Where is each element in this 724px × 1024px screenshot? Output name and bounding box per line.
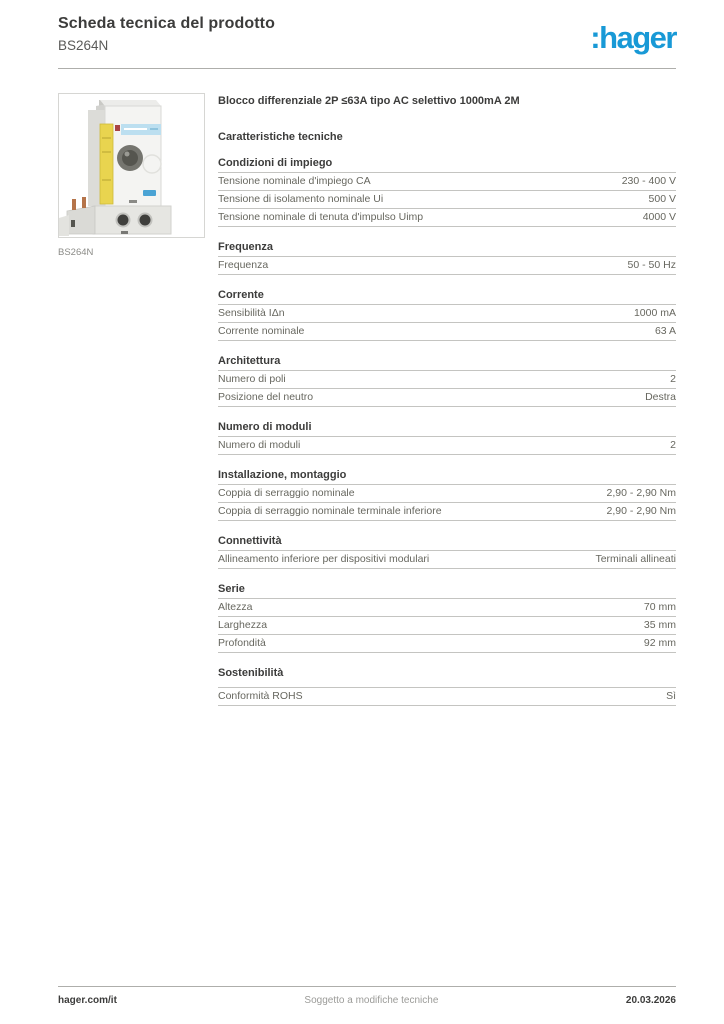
spec-row [218,551,676,569]
section-frequenza [218,241,676,275]
section-title: Sostenibilità [218,667,676,688]
spec-label: Corrente nominale [218,325,305,337]
spec-label: Altezza [218,601,253,613]
section-title: Connettività [218,535,676,551]
spec-label: Sensibilità IΔn [218,307,285,319]
spec-value: 2 [670,439,676,451]
product-title: Blocco differenziale 2P ≤63A tipo AC selettivo 1000mA 2M [218,95,520,107]
section-title: Installazione, montaggio [218,469,676,485]
section-numero-di-moduli [218,421,676,455]
spec-value: 92 mm [643,637,676,649]
rcd-device-illustration [59,94,204,237]
page-header [58,15,676,53]
spec-row [218,599,676,617]
footer-website: hager.com/it [58,995,117,1006]
page-footer [58,986,676,1006]
footer-notice: Soggetto a modifiche tecniche [304,995,439,1006]
section-title: Numero di moduli [218,421,676,437]
product-code: BS264N [58,38,109,53]
product-image-column [58,93,205,706]
spec-value: 2,90 - 2,90 Nm [606,505,676,517]
spec-value: Sì [666,690,676,702]
spec-row [218,191,676,209]
spec-value: 4000 V [642,211,676,223]
header-title-block [58,15,275,53]
spec-value: 70 mm [643,601,676,613]
spec-label: Tensione nominale d'impiego CA [218,175,371,187]
spec-row [218,323,676,341]
section-title: Condizioni di impiego [218,157,676,173]
document-title: Scheda tecnica del prodotto [58,15,275,32]
spec-label: Tensione nominale di tenuta d'impulso Uimp [218,211,424,223]
spec-label: Posizione del neutro [218,391,314,403]
spec-label: Coppia di serraggio nominale [218,487,355,499]
hager-logo: :hager [590,20,676,55]
section-serie [218,583,676,653]
product-image-frame [58,93,205,238]
section-corrente [218,289,676,341]
spec-value: 500 V [648,193,676,205]
section-title: Architettura [218,355,676,371]
header-divider [58,68,676,69]
section-sostenibilita [218,667,676,706]
spec-row [218,437,676,455]
section-title: Frequenza [218,241,676,257]
main-content [58,93,676,706]
characteristics-heading: Caratteristiche tecniche [218,131,343,143]
spec-value: 2 [670,373,676,385]
spec-value: 35 mm [643,619,676,631]
spec-label: Allineamento inferiore per dispositivi modulari [218,553,430,565]
spec-label: Profondità [218,637,266,649]
spec-row [218,209,676,227]
spec-label: Coppia di serraggio nominale terminale inferiore [218,505,442,517]
footer-date: 20.03.2026 [625,995,676,1006]
spec-label: Frequenza [218,259,269,271]
spec-value: 230 - 400 V [621,175,676,187]
spec-row [218,617,676,635]
spec-value: 50 - 50 Hz [627,259,676,271]
spec-value: Destra [645,391,676,403]
spec-row [218,389,676,407]
spec-row [218,485,676,503]
spec-label: Numero di moduli [218,439,301,451]
spec-label: Larghezza [218,619,268,631]
section-condizioni-di-impiego [218,157,676,227]
spec-label: Numero di poli [218,373,286,385]
spec-value: 2,90 - 2,90 Nm [606,487,676,499]
spec-label: Tensione di isolamento nominale Ui [218,193,384,205]
spec-value: 63 A [654,325,676,337]
spec-value: Terminali allineati [595,553,676,565]
spec-row [218,688,676,706]
spec-row [218,635,676,653]
section-installazione-montaggio [218,469,676,521]
spec-value: 1000 mA [633,307,676,319]
spec-row [218,371,676,389]
section-connettivita [218,535,676,569]
product-image-caption: BS264N [58,247,94,258]
spec-row [218,305,676,323]
specs-column [218,93,676,706]
spec-row [218,503,676,521]
section-title: Serie [218,583,676,599]
spec-label: Conformità ROHS [218,690,303,702]
spec-row [218,257,676,275]
footer-divider [58,986,676,987]
spec-row [218,173,676,191]
section-title: Corrente [218,289,676,305]
section-architettura [218,355,676,407]
